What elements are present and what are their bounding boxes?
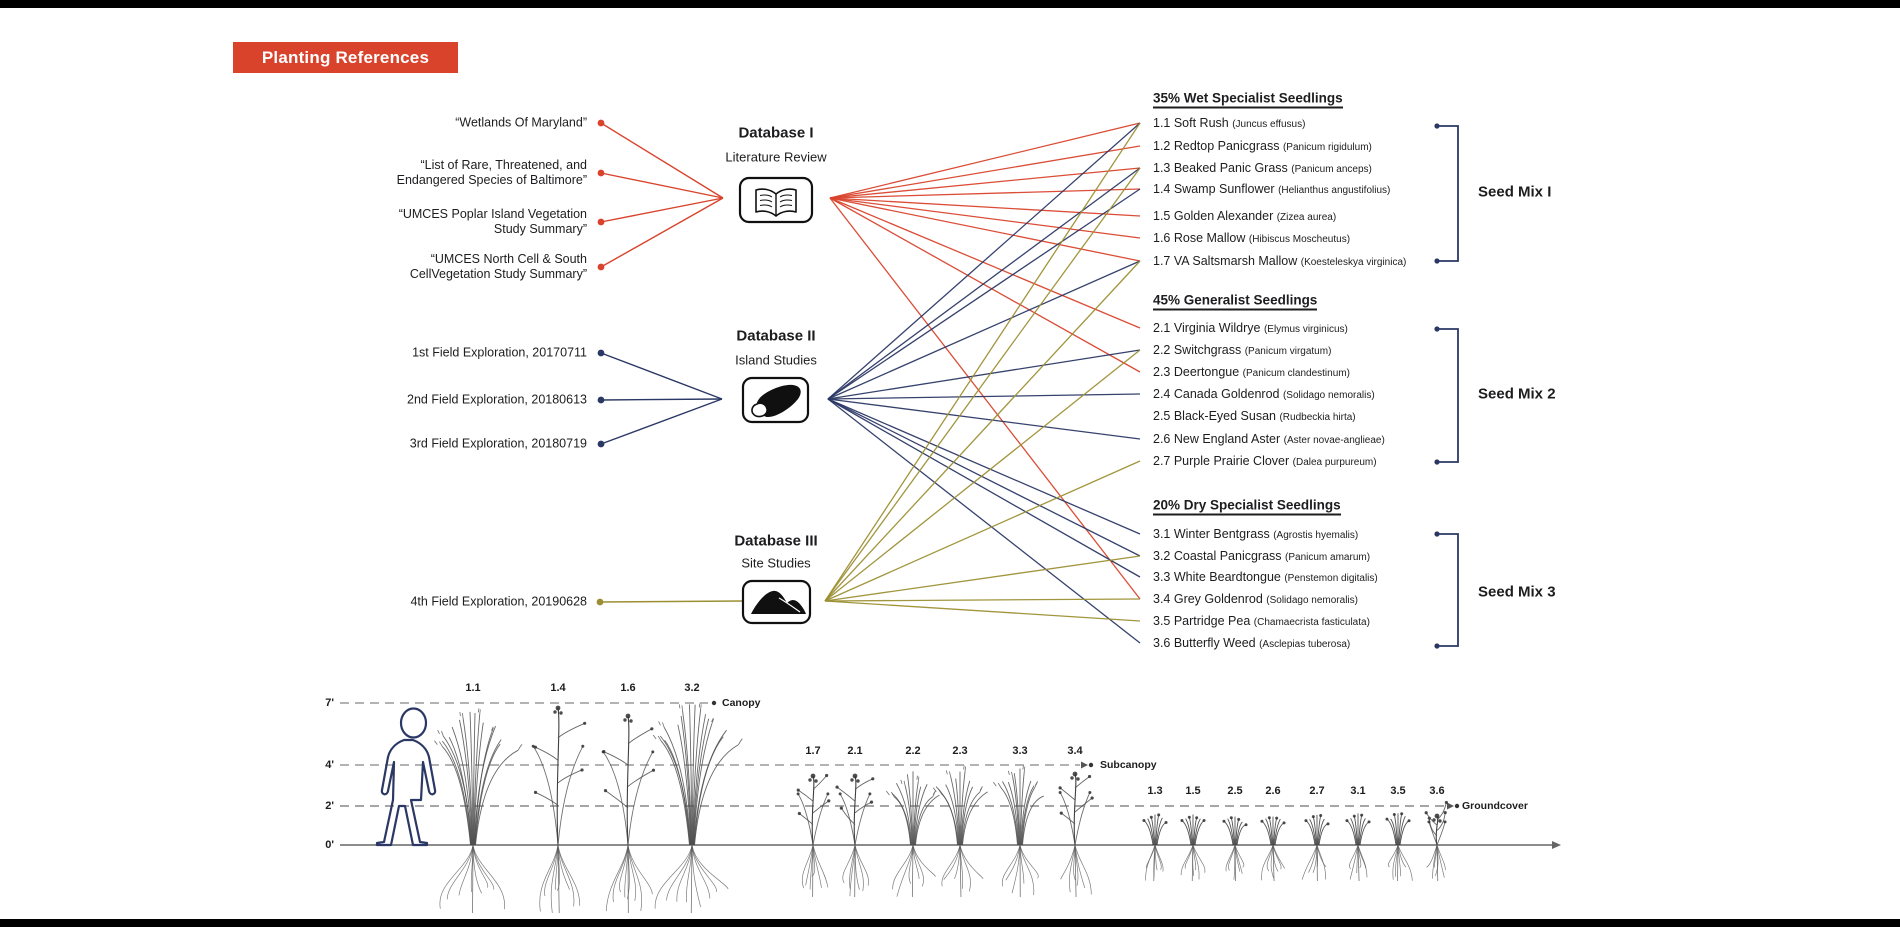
flower-dot	[1304, 819, 1307, 822]
latin-name: (Koesteleskya virginica)	[1300, 257, 1407, 268]
height-tick-label: 0'	[325, 839, 334, 851]
seed-head	[993, 782, 1001, 788]
plant-root	[960, 845, 983, 879]
flower-dot	[1312, 815, 1315, 818]
zone-arrowhead	[1447, 803, 1454, 810]
plant-stem	[813, 794, 828, 845]
zone-end-dot	[1455, 804, 1459, 808]
latin-name: (Panicum virgatum)	[1244, 346, 1332, 357]
plant-root	[667, 845, 692, 900]
flower-dot	[651, 750, 654, 753]
group-header: 35% Wet Specialist Seedlings	[1153, 91, 1343, 106]
plant-root	[913, 845, 936, 877]
plant-branch	[535, 747, 558, 760]
plant-root	[942, 845, 960, 886]
flower-dot	[1408, 819, 1411, 822]
plant-stem	[1075, 793, 1090, 846]
seedling-item: 3.1 Winter Bentgrass (Agrostis hyemalis)	[1153, 527, 1359, 541]
plant-branch	[558, 723, 585, 738]
seed-head	[1023, 766, 1025, 772]
plant-root	[551, 845, 558, 913]
source-line	[601, 399, 722, 444]
source-line	[600, 601, 743, 602]
seedling-item: 1.6 Rose Mallow (Hibiscus Moscheutus)	[1153, 231, 1351, 245]
flower-dot	[604, 789, 607, 792]
connection-line	[825, 123, 1140, 601]
plant-stem	[533, 746, 558, 845]
seed-head	[460, 712, 463, 718]
flower-dot	[827, 799, 830, 802]
flower-dot	[1060, 812, 1063, 815]
seedling-item: 1.7 VA Saltsmarsh Mallow (Koesteleskya virginica)	[1153, 254, 1407, 268]
latin-name: (Aster novae-anglieae)	[1283, 435, 1385, 446]
flower-dot	[583, 722, 586, 725]
group-header: 20% Dry Specialist Seedlings	[1153, 498, 1341, 513]
flower-dot	[808, 778, 811, 781]
seedling-item: 2.4 Canada Goldenrod (Solidago nemoralis)	[1153, 387, 1375, 401]
seedling-item: 1.5 Golden Alexander (Zizea aurea)	[1153, 209, 1337, 223]
person-head	[401, 709, 426, 738]
plant-root	[1020, 845, 1038, 878]
flower-dot	[814, 779, 817, 782]
flower-dot	[1230, 816, 1233, 819]
flower-dot	[534, 791, 537, 794]
seedling-item: 1.4 Swamp Sunflower (Helianthus angustifolius)	[1153, 182, 1391, 196]
plant-branch	[628, 770, 653, 786]
plant-root	[850, 845, 855, 889]
connection-line	[825, 168, 1140, 601]
flower-dot	[1445, 801, 1448, 804]
plant-stem	[855, 794, 870, 845]
seedling-item: 3.2 Coastal Panicgrass (Panicum amarum)	[1153, 549, 1371, 563]
plant-height-label: 2.1	[847, 745, 863, 757]
flower-dot	[1425, 811, 1428, 814]
zone-end-dot	[712, 701, 716, 705]
seedling-item: 3.6 Butterfly Weed (Asclepias tuberosa)	[1153, 636, 1351, 650]
database-title: Database III	[734, 532, 818, 550]
bracket-dot	[1434, 123, 1439, 128]
bracket-dot	[1434, 459, 1439, 464]
source-label: “UMCES Poplar Island Vegetation Study Summary”	[398, 207, 587, 236]
flower-dot	[559, 711, 562, 714]
plant-stem	[628, 752, 653, 845]
seed-mix-label: Seed Mix I	[1478, 183, 1552, 201]
flower-dot	[798, 812, 801, 815]
plant-height-label: 1.3	[1147, 785, 1163, 797]
source-label: 4th Field Exploration, 20190628	[410, 594, 587, 609]
plant-root	[440, 845, 473, 909]
flower-dot	[532, 745, 535, 748]
seed-head	[738, 739, 742, 745]
flower-dot	[1283, 821, 1286, 824]
latin-name: (Panicum rigidulum)	[1282, 142, 1372, 153]
flower-dot	[1150, 816, 1153, 819]
source-line	[601, 353, 722, 399]
seedling-item: 3.3 White Beardtongue (Penstemon digitalis)	[1153, 570, 1378, 584]
plant-illustration	[812, 776, 814, 845]
plant-root	[1235, 845, 1242, 874]
plant-root	[1226, 845, 1235, 871]
plant-height-label: 1.5	[1185, 785, 1201, 797]
flower-dot	[556, 706, 561, 711]
connection-line	[828, 399, 1140, 577]
seed-head	[712, 718, 714, 724]
source-label: 3rd Field Exploration, 20180719	[409, 436, 587, 451]
flower-dot	[1180, 819, 1183, 822]
seed-head	[980, 786, 983, 792]
seedling-item: 2.1 Virginia Wildrye (Elymus virginicus)	[1153, 321, 1348, 335]
plant-illustration	[1074, 774, 1076, 845]
flower-dot	[652, 769, 655, 772]
plant-root	[677, 845, 692, 902]
latin-name: (Helianthus angustifolius)	[1278, 185, 1391, 196]
page-title: Planting References	[233, 42, 458, 73]
flower-dot	[797, 792, 800, 795]
flower-dot	[1088, 791, 1091, 794]
seed-head	[901, 780, 905, 786]
seedling-item: 3.4 Grey Goldenrod (Solidago nemoralis)	[1153, 592, 1358, 606]
plant-branch	[628, 729, 652, 744]
plant-branch	[558, 770, 582, 783]
plant-height-label: 1.6	[620, 682, 636, 694]
seed-mix-bracket	[1437, 534, 1458, 646]
flower-dot	[1165, 821, 1168, 824]
seed-head	[964, 766, 966, 772]
source-label: “List of Rare, Threatened, and Endangered Species of Baltimore”	[396, 158, 587, 187]
bracket-dot	[1434, 258, 1439, 263]
latin-name: (Solidago nemoralis)	[1282, 390, 1375, 401]
latin-name: (Rudbeckia hirta)	[1279, 412, 1356, 423]
latin-name: (Panicum amarum)	[1285, 552, 1371, 563]
plant-height-label: 3.3	[1012, 745, 1028, 757]
flower-dot	[1444, 811, 1447, 814]
source-dot	[598, 397, 605, 404]
connection-line	[828, 168, 1140, 399]
zone-label: Subcanopy	[1100, 759, 1157, 771]
flower-dot	[797, 789, 800, 792]
height-tick-label: 4'	[325, 759, 334, 771]
flower-dot	[1070, 776, 1073, 779]
flower-dot	[1327, 822, 1330, 825]
plant-height-label: 2.5	[1227, 785, 1243, 797]
seed-head	[699, 703, 701, 709]
latin-name: (Asclepias tuberosa)	[1259, 639, 1351, 650]
flower-dot	[1157, 813, 1160, 816]
database-title: Database II	[736, 327, 816, 345]
plant-root	[540, 845, 558, 911]
plant-illustration	[962, 792, 980, 845]
height-tick-label: 2'	[325, 800, 334, 812]
plant-root	[960, 845, 971, 891]
seed-head	[946, 770, 950, 776]
latin-name: (Hibiscus Moscheutus)	[1248, 234, 1351, 245]
source-line	[601, 173, 723, 198]
plant-root	[1358, 845, 1367, 877]
plant-branch	[1061, 813, 1075, 824]
baseline-arrowhead	[1552, 841, 1561, 849]
source-dot	[598, 350, 605, 357]
plant-illustration	[1275, 823, 1284, 845]
flower-dot	[1188, 816, 1191, 819]
flower-dot	[850, 778, 853, 781]
flower-dot	[871, 777, 874, 780]
database-title: Database I	[738, 124, 814, 142]
flower-dot	[840, 807, 843, 810]
plant-illustration	[894, 797, 910, 845]
zone-label: Groundcover	[1462, 800, 1528, 812]
height-tick-label: 7'	[325, 697, 334, 709]
zone-end-dot	[1089, 763, 1093, 767]
seedling-item: 2.6 New England Aster (Aster novae-anglieae)	[1153, 432, 1385, 446]
plant-stem	[798, 794, 813, 845]
flower-dot	[825, 774, 828, 777]
seedling-item: 2.5 Black-Eyed Susan (Rudbeckia hirta)	[1153, 409, 1356, 423]
plant-illustration	[1157, 822, 1166, 845]
connection-line	[825, 461, 1140, 601]
seed-head	[653, 735, 661, 741]
plant-taproot	[1192, 845, 1193, 881]
seed-head	[659, 721, 665, 727]
plant-root	[473, 845, 505, 909]
flower-dot	[826, 792, 829, 795]
flower-dot	[623, 718, 626, 721]
bracket-dot	[1434, 643, 1439, 648]
flower-dot	[1260, 820, 1263, 823]
seed-head	[434, 741, 442, 747]
database-subtitle: Site Studies	[741, 555, 811, 571]
source-label: 2nd Field Exploration, 20180613	[407, 392, 587, 407]
source-dot	[598, 264, 605, 271]
database-subtitle: Island Studies	[735, 352, 817, 368]
seed-mix-bracket	[1437, 126, 1458, 261]
flower-dot	[1368, 820, 1371, 823]
plant-root	[1181, 845, 1193, 875]
group-header: 45% Generalist Seedlings	[1153, 293, 1317, 308]
plant-height-label: 1.4	[550, 682, 566, 694]
seedling-item: 3.5 Partridge Pea (Chamaecrista fasticulata)	[1153, 614, 1370, 628]
plant-height-label: 3.1	[1350, 785, 1366, 797]
plant-branch	[1060, 788, 1075, 800]
seed-head	[518, 744, 522, 750]
flower-dot	[1091, 796, 1094, 799]
source-dot	[598, 441, 605, 448]
latin-name: (Zizea aurea)	[1276, 212, 1337, 223]
plant-height-label: 2.2	[905, 745, 921, 757]
plant-stem	[1060, 793, 1075, 846]
connection-line	[825, 601, 1140, 621]
plant-root	[1069, 845, 1075, 892]
source-dot	[598, 219, 605, 226]
flower-dot	[1353, 815, 1356, 818]
seed-head	[679, 704, 682, 710]
plant-illustration	[1237, 825, 1246, 845]
plant-height-label: 3.4	[1067, 745, 1083, 757]
flower-dot	[1203, 819, 1206, 822]
flower-dot	[1076, 777, 1079, 780]
latin-name: (Agrostis hyemalis)	[1273, 530, 1359, 541]
flower-dot	[650, 727, 653, 730]
plant-illustration	[1400, 821, 1409, 845]
flower-dot	[1400, 812, 1403, 815]
plant-branch	[813, 775, 827, 789]
flower-dot	[1142, 819, 1145, 822]
flower-dot	[868, 792, 871, 795]
flower-dot	[629, 719, 632, 722]
plant-height-label: 3.5	[1390, 785, 1406, 797]
island-notch	[752, 403, 767, 416]
zone-label: Canopy	[722, 697, 761, 709]
latin-name: (Dalea purpureum)	[1292, 457, 1377, 468]
flower-dot	[1059, 791, 1062, 794]
flower-dot	[835, 786, 838, 789]
latin-name: (Chamaecrista fasticulata)	[1253, 617, 1370, 628]
source-dot	[597, 599, 604, 606]
plant-root	[1302, 845, 1317, 880]
plant-root	[1020, 845, 1034, 895]
source-label: 1st Field Exploration, 20170711	[412, 345, 587, 360]
seedling-item: 1.2 Redtop Panicgrass (Panicum rigidulum)	[1153, 139, 1372, 153]
seedling-item: 2.7 Purple Prairie Clover (Dalea purpureum)	[1153, 454, 1377, 468]
flower-dot	[1268, 816, 1271, 819]
seed-head	[1035, 781, 1038, 787]
plant-height-label: 3.6	[1429, 785, 1445, 797]
flower-dot	[580, 768, 583, 771]
plant-stem	[840, 794, 855, 845]
flower-dot	[1345, 819, 1348, 822]
plant-root	[558, 845, 580, 906]
seed-mix-label: Seed Mix 2	[1478, 385, 1556, 403]
seed-head	[438, 730, 444, 736]
flower-dot	[1237, 818, 1240, 821]
flower-dot	[602, 750, 605, 753]
plant-root	[1398, 845, 1401, 876]
flower-dot	[853, 774, 858, 779]
connection-line	[830, 123, 1140, 198]
plant-illustration	[1360, 822, 1369, 845]
source-label: “Wetlands Of Maryland”	[455, 115, 587, 130]
plant-branch	[535, 792, 558, 805]
seed-mix-bracket	[1437, 329, 1458, 462]
seed-head	[933, 791, 936, 797]
source-line	[601, 123, 723, 198]
flower-dot	[1195, 816, 1198, 819]
zone-arrowhead	[1081, 762, 1088, 769]
latin-name: (Solidago nemoralis)	[1266, 595, 1358, 606]
flower-dot	[1385, 818, 1388, 821]
flower-dot	[870, 800, 873, 803]
flower-dot	[1088, 775, 1091, 778]
plant-height-label: 1.7	[805, 745, 821, 757]
flower-dot	[1245, 823, 1248, 826]
seedling-item: 1.1 Soft Rush (Juncus effusus)	[1153, 116, 1306, 130]
plant-root	[1267, 845, 1273, 871]
bracket-dot	[1434, 326, 1439, 331]
connection-line	[830, 198, 1140, 372]
person-silhouette	[377, 740, 435, 845]
plant-illustration	[1319, 824, 1328, 845]
source-dot	[598, 170, 605, 177]
plant-root	[473, 845, 494, 890]
flower-dot	[1058, 786, 1061, 789]
plant-illustration	[854, 776, 856, 845]
flower-dot	[1073, 772, 1078, 777]
plant-root	[1002, 845, 1020, 886]
bracket-dot	[1434, 531, 1439, 536]
flower-dot	[1222, 820, 1225, 823]
plant-root	[1061, 845, 1075, 879]
plant-root	[1398, 845, 1412, 881]
flower-dot	[1319, 814, 1322, 817]
flower-dot	[626, 714, 631, 719]
seedling-item: 2.3 Deertongue (Panicum clandestinum)	[1153, 365, 1350, 379]
flower-dot	[811, 774, 816, 779]
plant-illustration	[627, 716, 629, 845]
plant-height-label: 2.3	[952, 745, 968, 757]
seedling-item: 2.2 Switchgrass (Panicum virgatum)	[1153, 343, 1332, 357]
plant-height-label: 2.7	[1309, 785, 1325, 797]
source-dot	[598, 120, 605, 127]
latin-name: (Panicum anceps)	[1291, 164, 1372, 175]
plant-root	[1006, 845, 1020, 880]
connection-line	[828, 261, 1140, 399]
plant-root	[628, 845, 642, 911]
source-line	[601, 198, 723, 267]
seed-head	[478, 708, 480, 714]
seed-head	[917, 776, 919, 782]
flower-dot	[1393, 813, 1396, 816]
flower-dot	[1360, 814, 1363, 817]
plant-illustration	[557, 708, 559, 845]
database-subtitle: Literature Review	[725, 149, 827, 165]
plant-root	[1185, 845, 1193, 869]
latin-name: (Juncus effusus)	[1232, 119, 1306, 130]
flower-dot	[581, 745, 584, 748]
plant-height-label: 3.2	[684, 682, 700, 694]
seedling-item: 1.3 Beaked Panic Grass (Panicum anceps)	[1153, 161, 1372, 175]
latin-name: (Elymus virginicus)	[1263, 324, 1348, 335]
connection-line	[825, 599, 1140, 601]
flower-dot	[1427, 820, 1430, 823]
seed-mix-label: Seed Mix 3	[1478, 583, 1556, 601]
latin-name: (Penstemon digitalis)	[1284, 573, 1378, 584]
flower-dot	[839, 792, 842, 795]
plant-root	[1193, 845, 1199, 880]
plant-height-label: 1.1	[465, 682, 481, 694]
plant-stem	[558, 746, 583, 845]
latin-name: (Panicum clandestinum)	[1242, 368, 1350, 379]
flower-dot	[553, 710, 556, 713]
source-line	[601, 399, 722, 400]
connection-line	[828, 189, 1140, 399]
flower-dot	[1275, 817, 1278, 820]
source-line	[601, 198, 723, 222]
flower-dot	[1438, 819, 1441, 822]
plant-root	[1273, 845, 1285, 868]
plant-branch	[841, 808, 855, 824]
connection-line	[828, 399, 1140, 643]
plant-branch	[798, 790, 813, 801]
flower-dot	[1444, 820, 1447, 823]
plant-illustration	[1023, 796, 1044, 845]
source-label: “UMCES North Cell & South CellVegetation Study Summary”	[409, 252, 587, 281]
seed-head	[1008, 771, 1012, 777]
flower-dot	[856, 779, 859, 782]
plant-height-label: 2.6	[1265, 785, 1281, 797]
plant-root	[913, 845, 924, 886]
